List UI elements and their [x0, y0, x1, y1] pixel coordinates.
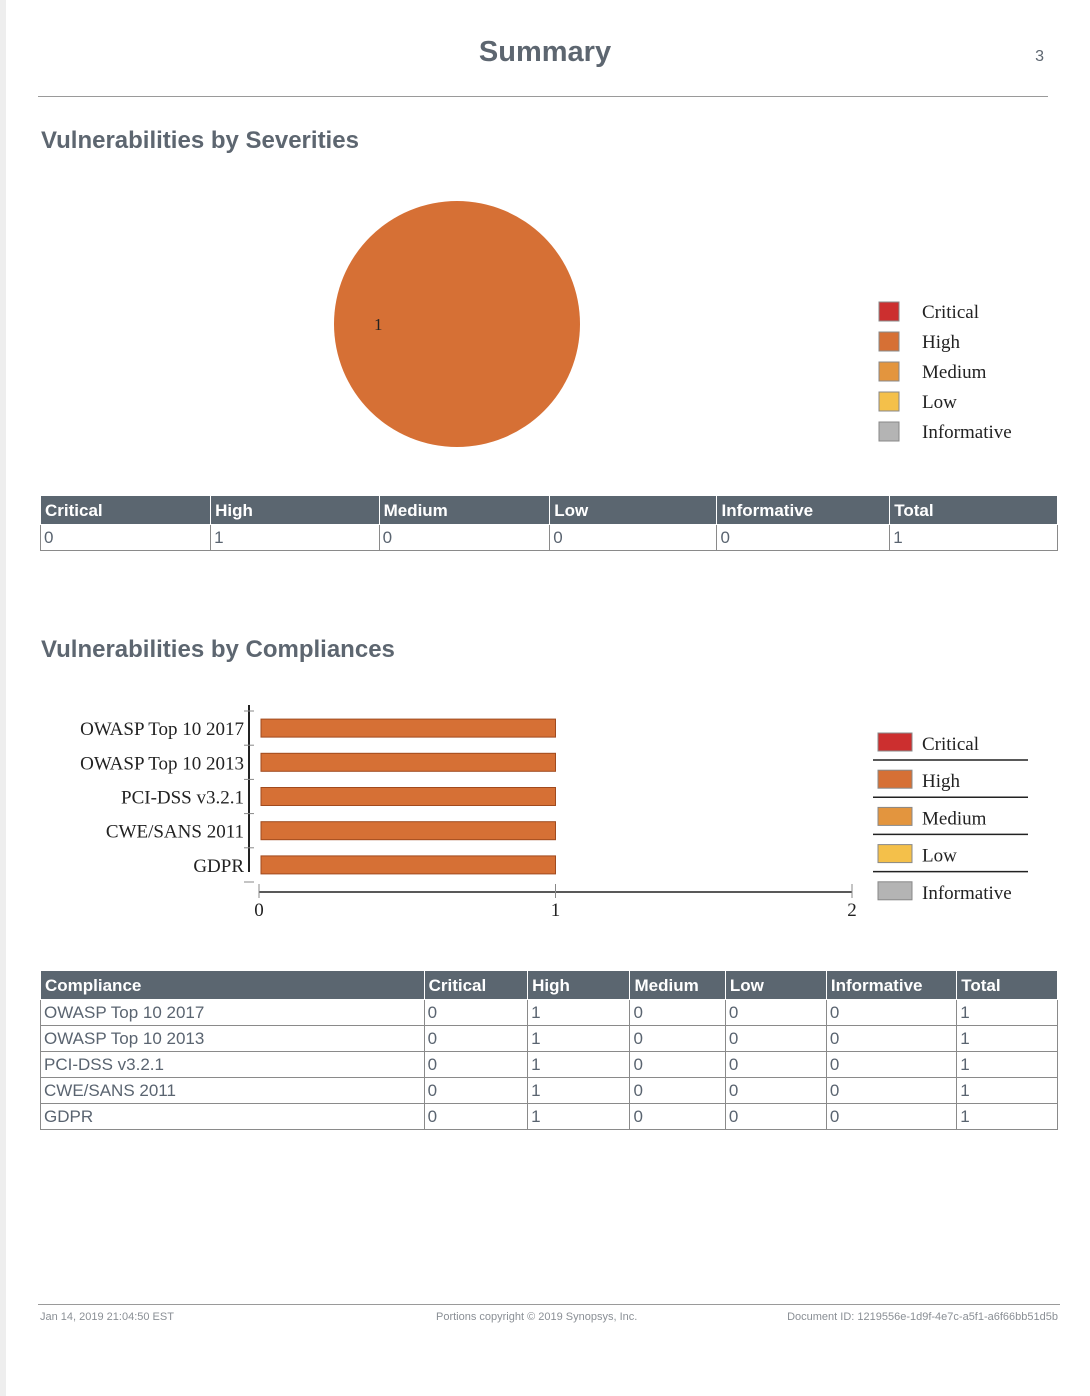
severity-header-medium: Medium	[379, 496, 550, 525]
severity-header-low: Low	[550, 496, 717, 525]
legend-swatch-medium	[878, 807, 912, 825]
compliance-count-cell: 1	[957, 1026, 1058, 1052]
compliance-count-cell: 0	[826, 1026, 956, 1052]
severity-cell-critical: 0	[41, 525, 211, 551]
compliance-count-cell: 1	[528, 1052, 630, 1078]
severity-cell-total: 1	[890, 525, 1058, 551]
compliance-count-cell: 1	[957, 1078, 1058, 1104]
compliance-count-cell: 0	[725, 1104, 826, 1130]
table-row	[41, 1104, 1058, 1130]
compliance-header-total: Total	[957, 971, 1058, 1000]
y-tick-label: GDPR	[193, 855, 244, 877]
severity-header-high: High	[211, 496, 380, 525]
x-tick-label: 0	[254, 900, 264, 921]
compliance-count-cell: 1	[528, 1000, 630, 1026]
bar-high-3	[261, 822, 556, 840]
severity-cell-medium: 0	[379, 525, 550, 551]
compliance-count-cell: 0	[630, 1078, 725, 1104]
compliance-count-cell: 0	[630, 1000, 725, 1026]
legend-swatch-high	[878, 770, 912, 788]
footer-divider	[38, 1304, 1060, 1305]
x-tick-label: 1	[550, 900, 561, 921]
compliance-count-cell: 1	[957, 1000, 1058, 1026]
legend-swatch-informative	[878, 882, 912, 900]
legend-label-informative: Informative	[922, 882, 1012, 904]
legend-swatch-low	[879, 392, 899, 411]
compliance-name-cell: PCI-DSS v3.2.1	[41, 1052, 425, 1078]
compliance-count-cell: 1	[528, 1026, 630, 1052]
table-row	[41, 1052, 1058, 1078]
header-divider	[38, 96, 1048, 97]
footer-date: Jan 14, 2019 21:04:50 EST	[40, 1311, 174, 1323]
legend-swatch-informative	[879, 422, 899, 441]
compliance-count-cell: 1	[528, 1104, 630, 1130]
legend-label-low: Low	[922, 392, 957, 413]
severities-heading: Vulnerabilities by Severities	[41, 127, 359, 154]
compliance-bar-chart	[40, 700, 870, 930]
page-edge	[0, 0, 6, 1396]
legend-label-medium: Medium	[922, 808, 987, 830]
legend-swatch-critical	[879, 302, 899, 321]
compliance-count-cell: 0	[630, 1052, 725, 1078]
compliance-count-cell: 1	[528, 1078, 630, 1104]
compliance-count-cell: 0	[424, 1052, 528, 1078]
legend-swatch-low	[878, 845, 912, 863]
compliance-count-cell: 0	[725, 1000, 826, 1026]
legend-label-informative: Informative	[922, 422, 1012, 443]
bar-high-2	[261, 788, 556, 806]
severity-cell-low: 0	[550, 525, 717, 551]
compliance-table	[40, 971, 1058, 1130]
pie-data-label: 1	[374, 315, 383, 334]
compliance-count-cell: 0	[725, 1052, 826, 1078]
compliance-count-cell: 0	[424, 1000, 528, 1026]
compliance-count-cell: 0	[630, 1026, 725, 1052]
compliance-name-cell: OWASP Top 10 2013	[41, 1026, 425, 1052]
legend-label-high: High	[922, 771, 960, 793]
severity-legend	[870, 295, 1060, 455]
x-tick-label: 2	[847, 900, 857, 921]
compliance-header-low: Low	[725, 971, 826, 1000]
legend-label-critical: Critical	[922, 734, 979, 755]
legend-label-medium: Medium	[922, 362, 987, 383]
compliance-count-cell: 0	[725, 1078, 826, 1104]
severity-cell-high: 1	[211, 525, 380, 551]
compliance-header-compliance: Compliance	[41, 971, 425, 1000]
severity-table	[40, 496, 1058, 551]
severity-header-total: Total	[890, 496, 1058, 525]
legend-label-high: High	[922, 332, 960, 353]
legend-swatch-high	[879, 332, 899, 351]
legend-label-low: Low	[922, 845, 957, 867]
page-number: 3	[1035, 48, 1044, 65]
compliance-count-cell: 0	[424, 1104, 528, 1130]
compliance-count-cell: 0	[424, 1026, 528, 1052]
compliance-count-cell: 0	[630, 1104, 725, 1130]
page-title: Summary	[478, 36, 612, 68]
table-row	[41, 1078, 1058, 1104]
compliance-name-cell: CWE/SANS 2011	[41, 1078, 425, 1104]
severity-header-informative: Informative	[717, 496, 890, 525]
bar-high-4	[261, 856, 556, 874]
legend-label-critical: Critical	[922, 302, 979, 323]
severity-pie-chart	[320, 190, 600, 460]
legend-swatch-medium	[879, 362, 899, 381]
compliance-header-informative: Informative	[826, 971, 956, 1000]
compliance-count-cell: 0	[826, 1078, 956, 1104]
footer-document-id: Document ID: 1219556e-1d9f-4e7c-a5f1-a6f66bb51d5b	[787, 1311, 1058, 1323]
compliance-count-cell: 0	[725, 1026, 826, 1052]
compliance-header-critical: Critical	[424, 971, 528, 1000]
compliance-header-medium: Medium	[630, 971, 725, 1000]
y-tick-label: OWASP Top 10 2017	[80, 719, 244, 741]
bar-high-1	[261, 753, 556, 771]
bar-high-0	[261, 719, 556, 737]
compliance-count-cell: 0	[826, 1104, 956, 1130]
legend-swatch-critical	[878, 733, 912, 751]
severity-header-critical: Critical	[41, 496, 211, 525]
pie-slice-high	[334, 201, 580, 447]
table-row	[41, 1026, 1058, 1052]
compliance-header-high: High	[528, 971, 630, 1000]
compliance-name-cell: OWASP Top 10 2017	[41, 1000, 425, 1026]
severity-cell-informative: 0	[717, 525, 890, 551]
compliance-name-cell: GDPR	[41, 1104, 425, 1130]
table-row	[41, 1000, 1058, 1026]
compliance-count-cell: 0	[826, 1000, 956, 1026]
compliances-heading: Vulnerabilities by Compliances	[41, 636, 395, 663]
compliance-legend	[870, 725, 1060, 915]
y-tick-label: CWE/SANS 2011	[105, 821, 244, 843]
compliance-count-cell: 0	[826, 1052, 956, 1078]
y-tick-label: OWASP Top 10 2013	[80, 753, 244, 775]
footer-copyright: Portions copyright © 2019 Synopsys, Inc.	[436, 1311, 638, 1323]
compliance-count-cell: 0	[424, 1078, 528, 1104]
compliance-count-cell: 1	[957, 1104, 1058, 1130]
y-tick-label: PCI-DSS v3.2.1	[121, 787, 244, 809]
compliance-count-cell: 1	[957, 1052, 1058, 1078]
